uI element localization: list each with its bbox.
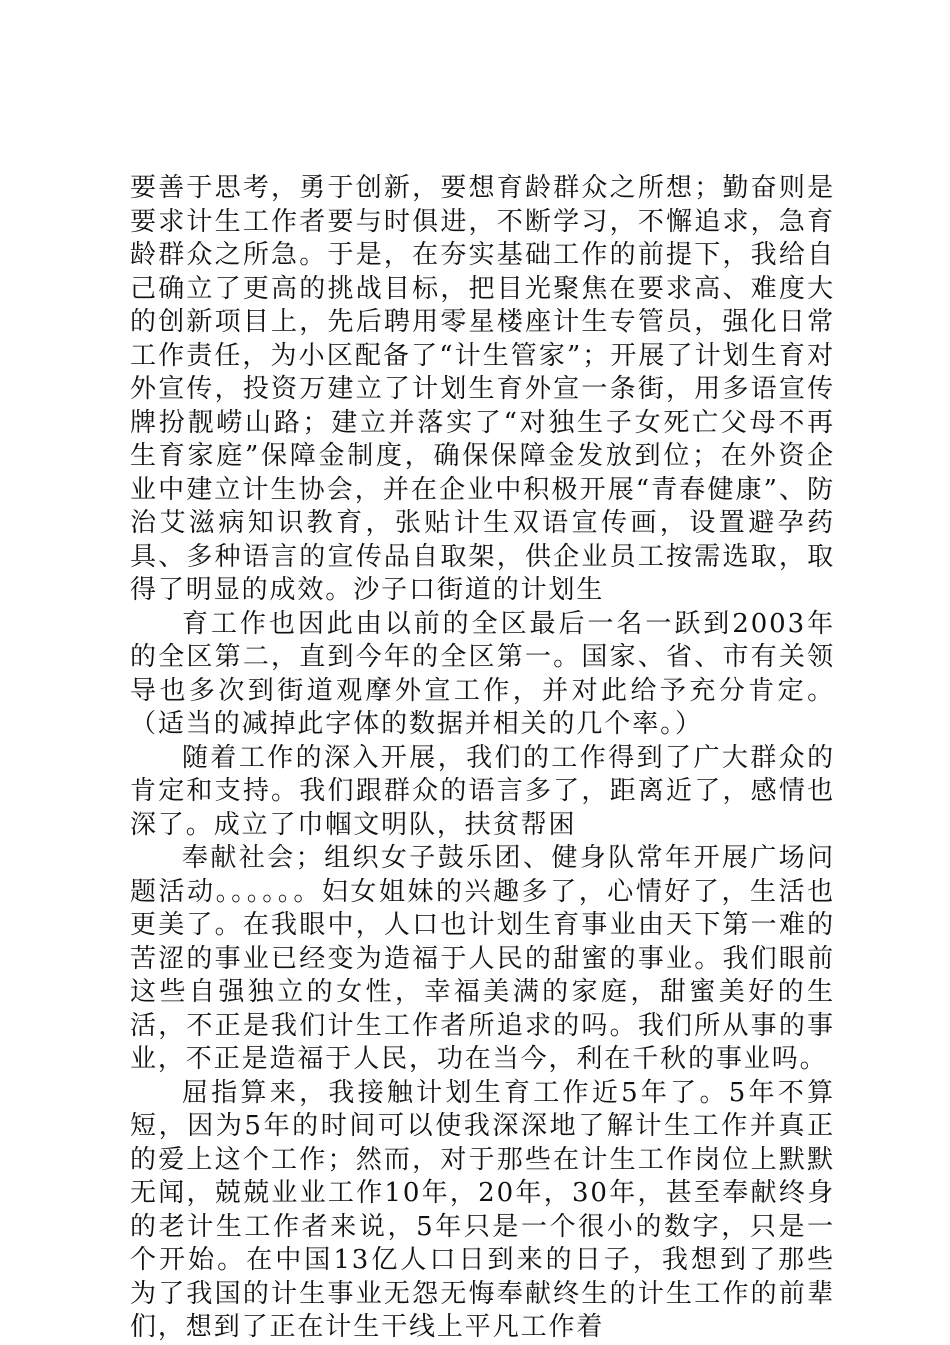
paragraph-5: 屈指算来，我接触计划生育工作近5年了。5年不算短，因为5年的时间可以使我深深地了解计生工作并真正的爱上这个工作；然而，对于那些在计生工作岗位上默默无闻，兢兢业业工作10年，20年，30年，甚至奉献终身的老计生工作者来说，5年只是一个很小的数字，只是一个开始。在中国13亿人口日到来的日子，我想到了那些为了我国的计生事业无怨无悔奉献终生的计生工作的前辈们，想到了正在计生干线上平凡工作着 (130, 1077, 835, 1342)
document-body (130, 172, 835, 1345)
paragraph-2: 育工作也因此由以前的全区最后一名一跃到2003年的全区第二，直到今年的全区第一。国家、省、市有关领导也多次到街道观摩外宣工作，并对此给予充分肯定。（适当的减掉此字体的数据并相关的几个率。） (130, 608, 835, 739)
paragraph-3: 随着工作的深入开展，我们的工作得到了广大群众的肯定和支持。我们跟群众的语言多了，距离近了，感情也深了。成立了巾帼文明队，扶贫帮困 (130, 742, 835, 840)
paragraph-1: 要善于思考，勇于创新，要想育龄群众之所想；勤奋则是要求计生工作者要与时俱进，不断学习，不懈追求，急育龄群众之所急。于是，在夯实基础工作的前提下，我给自己确立了更高的挑战目标，把目光聚焦在要求高、难度大的创新项目上，先后聘用零星楼座计生专管员，强化日常工作责任，为小区配备了“计生管家”；开展了计划生育对外宣传，投资万建立了计划生育外宣一条街，用多语宣传牌扮靓崂山路；建立并落实了“对独生子女死亡父母不再生育家庭”保障金制度，确保保障金发放到位；在外资企业中建立计生协会，并在企业中积极开展“青春健康”、防治艾滋病知识教育，张贴计生双语宣传画，设置避孕药具、多种语言的宣传品自取架，供企业员工按需选取，取得了明显的成效。沙子口街道的计划生 (130, 173, 835, 605)
paragraph-4: 奉献社会；组织女子鼓乐团、健身队常年开展广场问题活动。。。。。。妇女姐妹的兴趣多了，心情好了，生活也更美了。在我眼中，人口也计划生育事业由天下第一难的苦涩的事业已经变为造福于人民的甜蜜的事业。我们眼前这些自强独立的女性，幸福美满的家庭，甜蜜美好的生活，不正是我们计生工作者所追求的吗。我们所从事的事业，不正是造福于人民，功在当今，利在千秋的事业吗。 (130, 843, 835, 1074)
